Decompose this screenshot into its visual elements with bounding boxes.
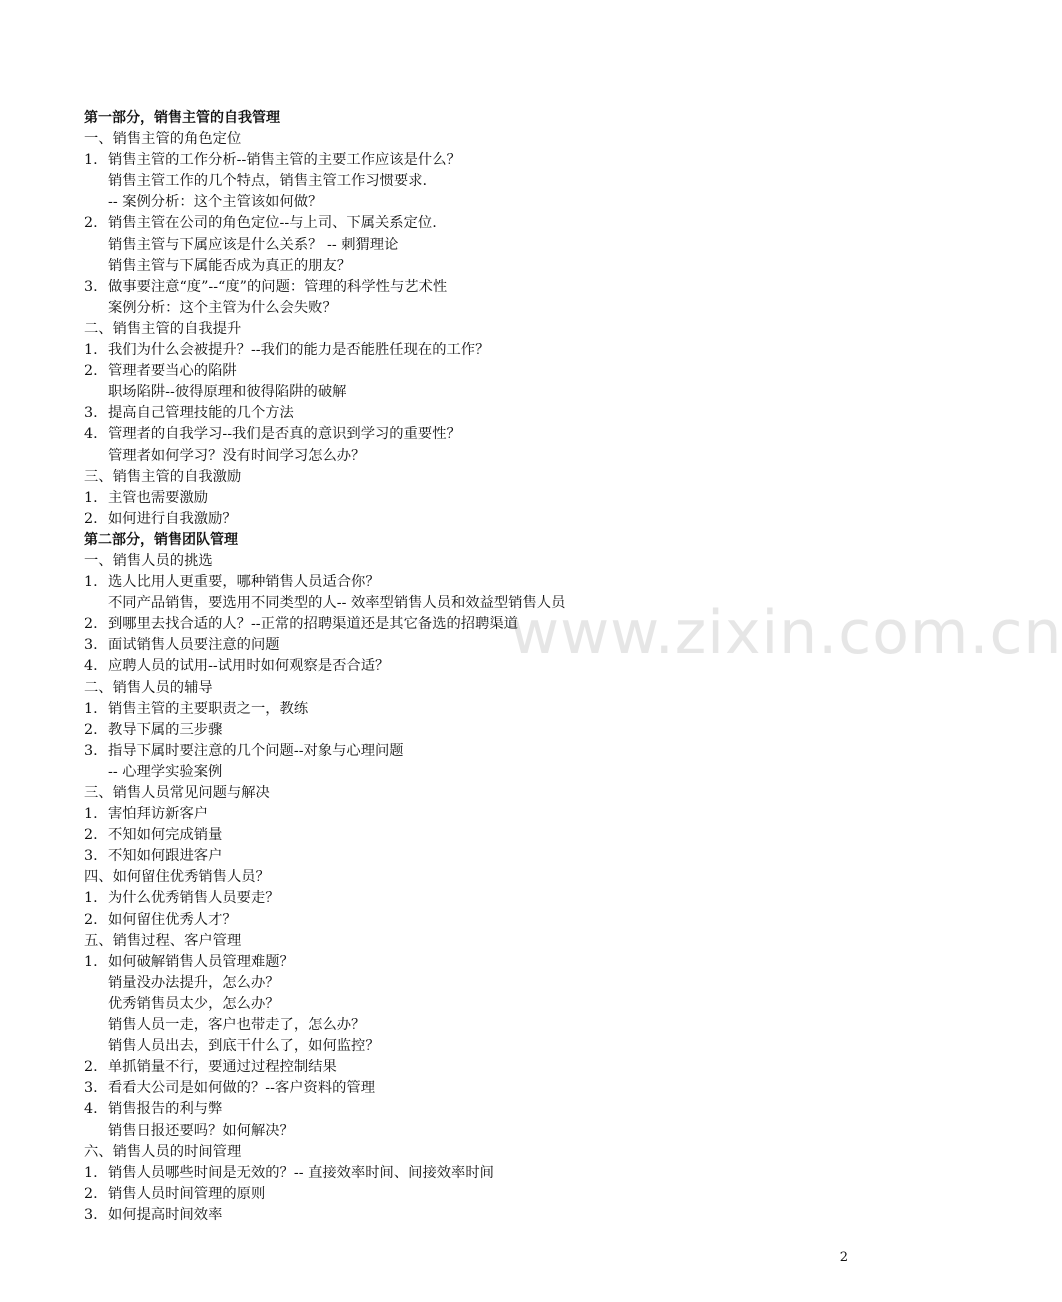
- item-text: 销售主管的工作分析--销售主管的主要工作应该是什么？: [108, 152, 461, 169]
- item-number: 2.: [84, 616, 98, 633]
- item-continuation: -- 心理学实验案例: [108, 763, 223, 780]
- item-number: 2.: [84, 510, 98, 527]
- item-text: 提高自己管理技能的几个方法: [108, 405, 294, 422]
- item-number: 1.: [84, 890, 98, 907]
- item-text: 为什么优秀销售人员要走？: [108, 890, 280, 907]
- numbered-item: [84, 846, 864, 867]
- item-continuation: 销售主管与下属能否成为真正的朋友？: [108, 257, 352, 274]
- item-number: 3.: [84, 742, 98, 759]
- item-number: 1.: [84, 953, 98, 970]
- section-heading: 三、销售主管的自我激励: [84, 468, 242, 485]
- item-text: 不知如何完成销量: [108, 827, 223, 844]
- item-continuation: 销量没办法提升，怎么办？: [108, 974, 280, 991]
- item-text: 做事要注意“度”--“度”的问题：管理的科学性与艺术性: [108, 278, 448, 295]
- item-continuation: 销售主管与下属应该是什么关系？ -- 刺猬理论: [108, 236, 399, 253]
- numbered-item: [84, 825, 864, 846]
- section-heading: 二、销售人员的辅导: [84, 679, 213, 696]
- watermark: www.zixin.com.cn: [510, 598, 1062, 668]
- item-text: 不知如何跟进客户: [108, 848, 223, 865]
- item-text: 管理者的自我学习--我们是否真的意识到学习的重要性？: [108, 426, 461, 443]
- numbered-item: [84, 509, 864, 530]
- numbered-item: [84, 213, 864, 234]
- item-text: 选人比用人更重要，哪种销售人员适合你？: [108, 574, 380, 591]
- item-number: 1.: [84, 574, 98, 591]
- numbered-item: [84, 150, 864, 171]
- section-heading: 二、销售主管的自我提升: [84, 320, 242, 337]
- item-text: 我们为什么会被提升？--我们的能力是否能胜任现在的工作？: [108, 342, 490, 359]
- section-heading: 一、销售人员的挑选: [84, 552, 213, 569]
- item-text: 害怕拜访新客户: [108, 806, 209, 823]
- numbered-item: [84, 888, 864, 909]
- item-continuation: 销售人员一走，客户也带走了，怎么办？: [108, 1017, 366, 1034]
- item-text: 面试销售人员要注意的问题: [108, 637, 280, 654]
- item-number: 2.: [84, 1185, 98, 1202]
- section-heading: 三、销售人员常见问题与解决: [84, 785, 270, 801]
- item-text: 销售主管的主要职责之一，教练: [108, 700, 309, 717]
- item-text: 销售人员哪些时间是无效的？-- 直接效率时间、间接效率时间: [108, 1164, 494, 1181]
- item-continuation: 职场陷阱--彼得原理和彼得陷阱的破解: [108, 384, 347, 401]
- item-number: 3.: [84, 848, 98, 865]
- item-number: 3.: [84, 1080, 98, 1097]
- item-continuation: 销售主管工作的几个特点，销售主管工作习惯要求.: [108, 173, 428, 190]
- section-heading: 一、销售主管的角色定位: [84, 131, 242, 148]
- item-text: 指导下属时要注意的几个问题--对象与心理问题: [108, 742, 404, 759]
- numbered-item: [84, 804, 864, 825]
- item-continuation: 管理者如何学习？没有时间学习怎么办？: [108, 447, 366, 464]
- item-number: 3.: [84, 1206, 98, 1223]
- page-number: 2: [839, 1250, 848, 1265]
- item-number: 3.: [84, 405, 98, 422]
- item-number: 1.: [84, 1164, 98, 1181]
- item-text: 教导下属的三步骤: [108, 721, 223, 738]
- numbered-item: [84, 1099, 864, 1120]
- item-text: 主管也需要激励: [108, 489, 209, 506]
- item-number: 2.: [84, 215, 98, 232]
- numbered-item: [84, 1078, 864, 1099]
- item-number: 1.: [84, 700, 98, 717]
- item-continuation: 不同产品销售，要选用不同类型的人-- 效率型销售人员和效益型销售人员: [108, 595, 566, 612]
- item-text: 看看大公司是如何做的？--客户资料的管理: [108, 1080, 376, 1097]
- numbered-item: [84, 340, 864, 361]
- item-number: 1.: [84, 342, 98, 359]
- item-number: 1.: [84, 489, 98, 506]
- section-heading: 六、销售人员的时间管理: [84, 1143, 242, 1160]
- item-number: 1.: [84, 806, 98, 823]
- item-text: 销售人员时间管理的原则: [108, 1185, 266, 1202]
- numbered-item: [84, 488, 864, 509]
- numbered-item: [84, 952, 864, 973]
- document-body: [84, 108, 864, 1226]
- item-text: 销售主管在公司的角色定位--与上司、下属关系定位.: [108, 215, 437, 232]
- numbered-item: [84, 1184, 864, 1205]
- numbered-item: [84, 656, 864, 677]
- item-text: 如何留住优秀人才？: [108, 911, 237, 928]
- numbered-item: [84, 910, 864, 931]
- section-heading: 四、如何留住优秀销售人员？: [84, 869, 270, 886]
- section-heading: 五、销售过程、客户管理: [84, 932, 242, 949]
- item-number: 4.: [84, 658, 98, 675]
- item-text: 管理者要当心的陷阱: [108, 363, 237, 380]
- numbered-item: [84, 635, 864, 656]
- item-text: 应聘人员的试用--试用时如何观察是否合适？: [108, 658, 390, 675]
- item-continuation: 优秀销售员太少，怎么办？: [108, 995, 280, 1012]
- item-number: 2.: [84, 363, 98, 380]
- item-number: 2.: [84, 827, 98, 844]
- numbered-item: [84, 1205, 864, 1226]
- item-text: 如何提高时间效率: [108, 1206, 223, 1223]
- item-continuation: 案例分析：这个主管为什么会失败？: [108, 299, 337, 316]
- item-text: 如何破解销售人员管理难题？: [108, 953, 294, 970]
- part-heading: 第一部分，销售主管的自我管理: [84, 110, 280, 126]
- item-text: 单抓销量不行，要通过过程控制结果: [108, 1059, 337, 1076]
- part-heading: 第二部分，销售团队管理: [84, 531, 238, 548]
- item-number: 2.: [84, 1059, 98, 1076]
- numbered-item: [84, 361, 864, 382]
- numbered-item: [84, 1057, 864, 1078]
- numbered-item: [84, 277, 864, 298]
- numbered-item: [84, 1163, 864, 1184]
- item-continuation: 销售人员出去，到底干什么了，如何监控？: [108, 1038, 380, 1055]
- item-number: 2.: [84, 911, 98, 928]
- numbered-item: [84, 572, 864, 593]
- item-number: 1.: [84, 152, 98, 169]
- item-number: 4.: [84, 1101, 98, 1118]
- item-number: 2.: [84, 721, 98, 738]
- numbered-item: [84, 741, 864, 762]
- item-number: 3.: [84, 637, 98, 654]
- numbered-item: [84, 699, 864, 720]
- item-text: 销售报告的利与弊: [108, 1101, 223, 1118]
- item-number: 3.: [84, 278, 98, 295]
- numbered-item: [84, 403, 864, 424]
- item-number: 4.: [84, 426, 98, 443]
- item-continuation: -- 案例分析：这个主管该如何做？: [108, 194, 323, 211]
- item-continuation: 销售日报还要吗？如何解决？: [108, 1122, 294, 1139]
- item-text: 如何进行自我激励？: [108, 510, 237, 527]
- numbered-item: [84, 424, 864, 445]
- item-text: 到哪里去找合适的人？--正常的招聘渠道还是其它备选的招聘渠道: [108, 616, 518, 633]
- numbered-item: [84, 614, 864, 635]
- numbered-item: [84, 720, 864, 741]
